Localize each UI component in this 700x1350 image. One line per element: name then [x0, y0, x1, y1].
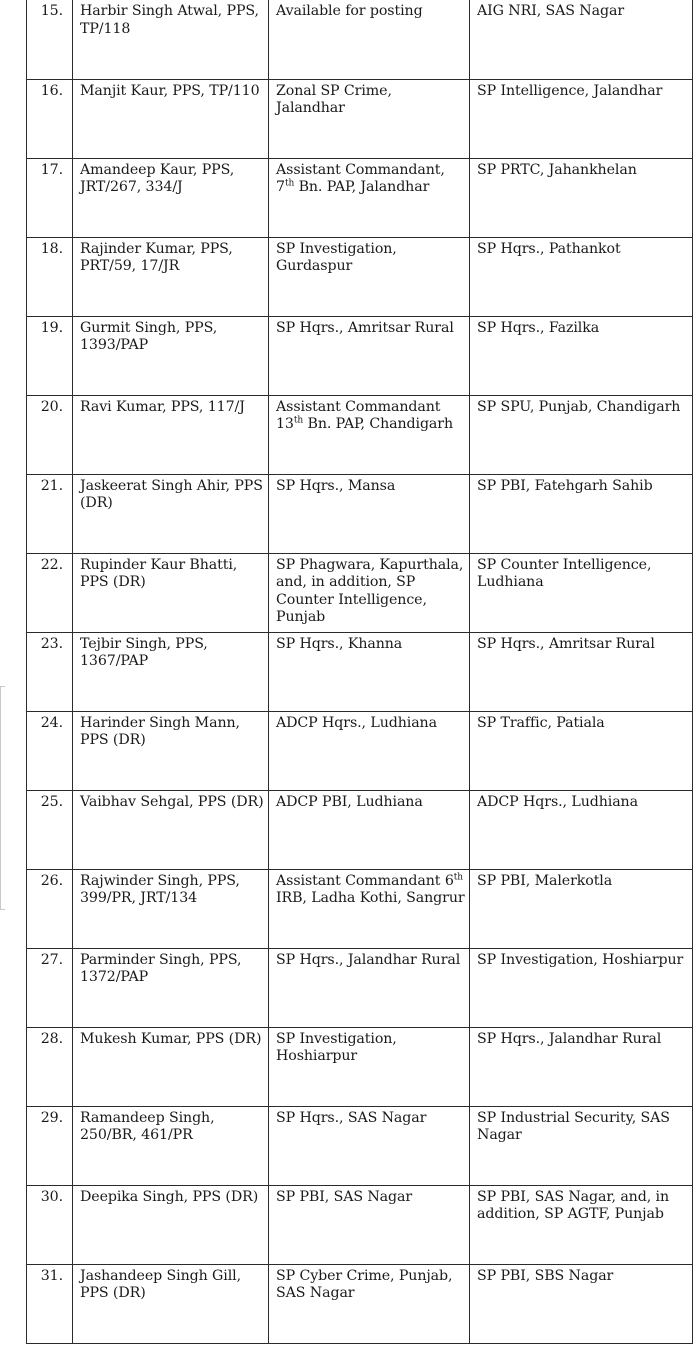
- ordinal-suffix: th: [284, 178, 295, 189]
- officer-name-cell: Ramandeep Singh, 250/BR, 461/PR: [73, 1106, 269, 1185]
- table-row: [27, 1106, 693, 1185]
- current-posting-text: SP PBI, SAS Nagar: [276, 1188, 413, 1205]
- officer-name-cell: Mukesh Kumar, PPS (DR): [73, 1027, 269, 1106]
- current-posting-cell: [269, 79, 470, 158]
- officer-name-cell: Harinder Singh Mann, PPS (DR): [73, 711, 269, 790]
- serial-number-cell: 19.: [27, 316, 73, 395]
- serial-number-cell: 28.: [27, 1027, 73, 1106]
- table-row: [27, 711, 693, 790]
- table-row: [27, 1185, 693, 1264]
- current-posting-text: SP Investigation, Gurdaspur: [276, 240, 397, 274]
- new-posting-cell: SP PBI, Malerkotla: [470, 869, 693, 948]
- new-posting-cell: SP Hqrs., Fazilka: [470, 316, 693, 395]
- table-row: [27, 790, 693, 869]
- current-posting-cell: [269, 1264, 470, 1343]
- current-posting-cell: [269, 632, 470, 711]
- current-posting-cell: [269, 869, 470, 948]
- current-posting-text: Assistant Commandant, 7: [276, 161, 445, 195]
- table-row: [27, 1027, 693, 1106]
- current-posting-cell: [269, 158, 470, 237]
- officer-name-cell: Jaskeerat Singh Ahir, PPS (DR): [73, 474, 269, 553]
- serial-number-cell: 22.: [27, 553, 73, 632]
- serial-number-cell: 26.: [27, 869, 73, 948]
- serial-number-cell: 18.: [27, 237, 73, 316]
- table-row: [27, 869, 693, 948]
- serial-number-cell: 24.: [27, 711, 73, 790]
- current-posting-cell: [269, 790, 470, 869]
- officer-name-cell: Gurmit Singh, PPS, 1393/PAP: [73, 316, 269, 395]
- current-posting-cell: [269, 553, 470, 632]
- table-row: [27, 474, 693, 553]
- new-posting-cell: SP Counter Intelligence, Ludhiana: [470, 553, 693, 632]
- current-posting-text: SP Hqrs., Mansa: [276, 477, 396, 494]
- current-posting-cell: [269, 1027, 470, 1106]
- serial-number-cell: 17.: [27, 158, 73, 237]
- table-row: [27, 395, 693, 474]
- serial-number-cell: 20.: [27, 395, 73, 474]
- officer-name-cell: Rajwinder Singh, PPS, 399/PR, JRT/134: [73, 869, 269, 948]
- serial-number-cell: 15.: [27, 0, 73, 79]
- serial-number-cell: 30.: [27, 1185, 73, 1264]
- margin-bracket: [0, 686, 5, 910]
- current-posting-text: Bn. PAP, Jalandhar: [294, 179, 430, 195]
- current-posting-text: ADCP PBI, Ludhiana: [276, 793, 423, 810]
- current-posting-cell: [269, 237, 470, 316]
- new-posting-cell: SP PBI, SAS Nagar, and, in addition, SP AGTF, Punjab: [470, 1185, 693, 1264]
- current-posting-cell: [269, 395, 470, 474]
- new-posting-cell: SP PBI, Fatehgarh Sahib: [470, 474, 693, 553]
- new-posting-cell: SP Industrial Security, SAS Nagar: [470, 1106, 693, 1185]
- serial-number-cell: 27.: [27, 948, 73, 1027]
- officer-name-cell: Ravi Kumar, PPS, 117/J: [73, 395, 269, 474]
- current-posting-text: SP Hqrs., Amritsar Rural: [276, 319, 454, 336]
- current-posting-text: IRB, Ladha Kothi, Sangrur: [276, 890, 465, 906]
- table-row: [27, 0, 693, 79]
- current-posting-cell: [269, 316, 470, 395]
- current-posting-text: SP Investigation, Hoshiarpur: [276, 1030, 397, 1064]
- current-posting-text: SP Hqrs., Jalandhar Rural: [276, 951, 461, 968]
- new-posting-cell: ADCP Hqrs., Ludhiana: [470, 790, 693, 869]
- officer-name-cell: Jashandeep Singh Gill, PPS (DR): [73, 1264, 269, 1343]
- current-posting-cell: [269, 1185, 470, 1264]
- new-posting-cell: SP Investigation, Hoshiarpur: [470, 948, 693, 1027]
- table-row: [27, 553, 693, 632]
- posting-table: [26, 0, 693, 1344]
- officer-name-cell: Parminder Singh, PPS, 1372/PAP: [73, 948, 269, 1027]
- new-posting-cell: SP Hqrs., Amritsar Rural: [470, 632, 693, 711]
- current-posting-text: SP Phagwara, Kapurthala, and, in addition, SP Counter Intelligence, Punjab: [276, 556, 464, 625]
- officer-name-cell: Tejbir Singh, PPS, 1367/PAP: [73, 632, 269, 711]
- serial-number-cell: 29.: [27, 1106, 73, 1185]
- current-posting-text: SP Hqrs., Khanna: [276, 635, 403, 652]
- current-posting-text: SP Cyber Crime, Punjab, SAS Nagar: [276, 1267, 453, 1301]
- current-posting-cell: [269, 474, 470, 553]
- current-posting-cell: [269, 711, 470, 790]
- table-row: [27, 948, 693, 1027]
- current-posting-text: Assistant Commandant 6: [276, 872, 454, 889]
- serial-number-cell: 23.: [27, 632, 73, 711]
- current-posting-cell: [269, 1106, 470, 1185]
- ordinal-suffix: th: [293, 415, 304, 426]
- current-posting-text: Assistant Commandant 13: [276, 398, 441, 432]
- officer-name-cell: Vaibhav Sehgal, PPS (DR): [73, 790, 269, 869]
- new-posting-cell: SP PRTC, Jahankhelan: [470, 158, 693, 237]
- serial-number-cell: 31.: [27, 1264, 73, 1343]
- current-posting-text: ADCP Hqrs., Ludhiana: [276, 714, 437, 731]
- current-posting-text: Available for posting: [276, 3, 423, 19]
- table-row: [27, 316, 693, 395]
- serial-number-cell: 16.: [27, 79, 73, 158]
- new-posting-cell: SP Intelligence, Jalandhar: [470, 79, 693, 158]
- table-row: [27, 237, 693, 316]
- table-row: [27, 79, 693, 158]
- current-posting-text: Zonal SP Crime, Jalandhar: [276, 82, 392, 116]
- current-posting-cell: [269, 0, 470, 79]
- officer-name-cell: Rupinder Kaur Bhatti, PPS (DR): [73, 553, 269, 632]
- ordinal-suffix: th: [453, 871, 463, 882]
- new-posting-cell: SP Hqrs., Jalandhar Rural: [470, 1027, 693, 1106]
- table-row: [27, 1264, 693, 1343]
- officer-name-cell: Amandeep Kaur, PPS, JRT/267, 334/J: [73, 158, 269, 237]
- current-posting-cell: [269, 948, 470, 1027]
- table-row: [27, 632, 693, 711]
- serial-number-cell: 21.: [27, 474, 73, 553]
- posting-table-body: [27, 0, 693, 1343]
- new-posting-cell: SP Traffic, Patiala: [470, 711, 693, 790]
- serial-number-cell: 25.: [27, 790, 73, 869]
- officer-name-cell: Harbir Singh Atwal, PPS, TP/118: [73, 0, 269, 79]
- new-posting-cell: AIG NRI, SAS Nagar: [470, 0, 693, 79]
- new-posting-cell: SP SPU, Punjab, Chandigarh: [470, 395, 693, 474]
- table-row: [27, 158, 693, 237]
- current-posting-text: SP Hqrs., SAS Nagar: [276, 1109, 427, 1126]
- officer-name-cell: Manjit Kaur, PPS, TP/110: [73, 79, 269, 158]
- new-posting-cell: SP PBI, SBS Nagar: [470, 1264, 693, 1343]
- new-posting-cell: SP Hqrs., Pathankot: [470, 237, 693, 316]
- officer-name-cell: Deepika Singh, PPS (DR): [73, 1185, 269, 1264]
- current-posting-text: Bn. PAP, Chandigarh: [303, 416, 454, 432]
- officer-name-cell: Rajinder Kumar, PPS, PRT/59, 17/JR: [73, 237, 269, 316]
